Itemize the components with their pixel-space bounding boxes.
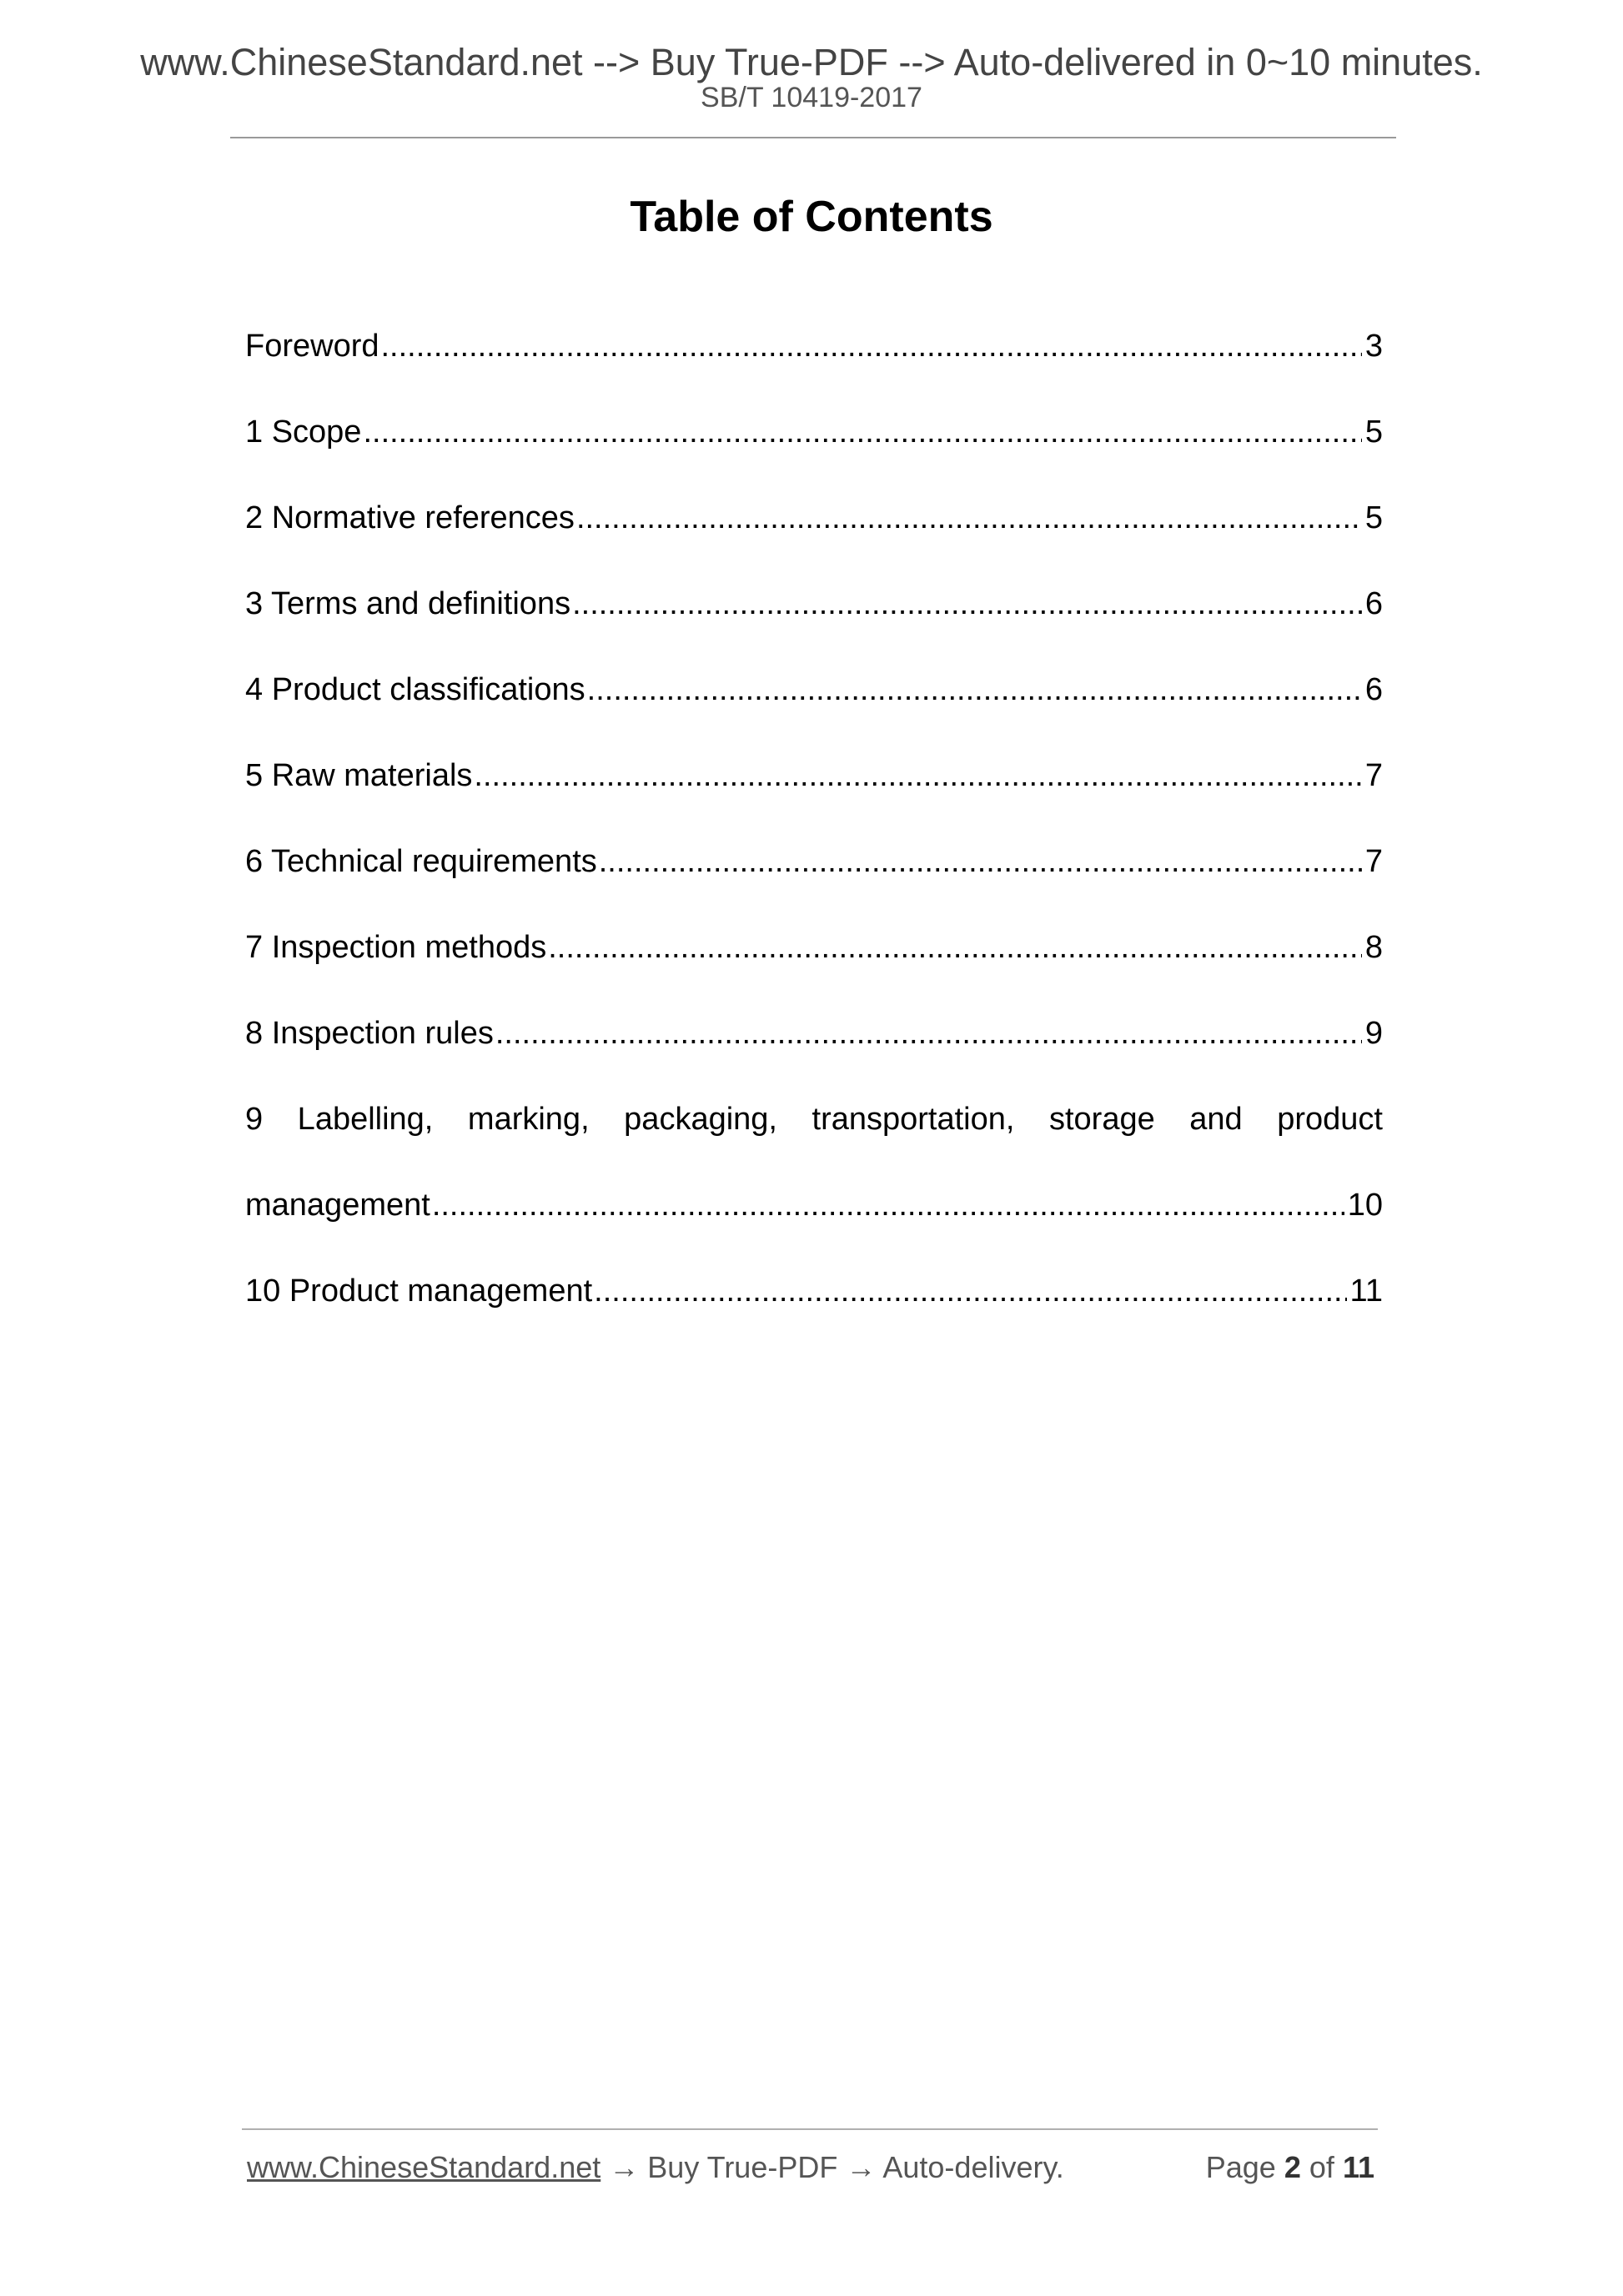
toc-entry-technical-requirements[interactable] (245, 837, 1383, 887)
dot-leader (432, 1180, 1344, 1230)
toc-entry-label: 1 Scope (245, 414, 362, 450)
toc-entry-inspection-rules[interactable] (245, 1008, 1383, 1058)
dot-leader (474, 751, 1361, 801)
dot-leader (599, 837, 1362, 887)
toc-entry-product-management[interactable] (245, 1266, 1383, 1316)
toc-entry-scope[interactable] (245, 407, 1383, 457)
dot-leader (587, 665, 1362, 715)
toc-entry-label: 2 Normative references (245, 500, 575, 535)
toc-entry-product-classifications[interactable] (245, 665, 1383, 715)
toc-entry-page-number: 10 (1347, 1188, 1383, 1223)
page-counter (1206, 2147, 1374, 2188)
dot-leader (576, 493, 1362, 543)
toc-entry-page-number: 6 (1364, 586, 1383, 621)
toc-entry-label: 6 Technical requirements (245, 844, 597, 879)
toc-entry-label: 5 Raw materials (245, 758, 473, 793)
toc-entry-page-number: 3 (1364, 329, 1383, 364)
page-footer (247, 2147, 1374, 2188)
current-page-number: 2 (1284, 2150, 1301, 2184)
page-word: Page (1205, 2150, 1276, 2184)
dot-leader (381, 321, 1362, 371)
toc-entry-foreword[interactable] (245, 321, 1383, 371)
arrow-right-icon: → (846, 2150, 877, 2184)
toc-entry-label: Foreword (245, 329, 379, 364)
toc-entry-page-number: 5 (1364, 414, 1383, 450)
total-page-count: 11 (1342, 2150, 1374, 2184)
toc-entry-label: 10 Product management (245, 1274, 593, 1309)
toc-entry-label: 7 Inspection methods (245, 930, 547, 965)
toc-entry-label: 8 Inspection rules (245, 1016, 494, 1051)
dot-leader (548, 922, 1362, 972)
dot-leader (495, 1008, 1362, 1058)
toc-entry-label: 4 Product classifications (245, 672, 585, 707)
top-banner: www.ChineseStandard.net --> Buy True-PDF --> Auto-delivered in 0~10 minutes. (140, 41, 1483, 83)
toc-entry-page-number: 6 (1364, 672, 1383, 707)
footer-site-link[interactable]: www.ChineseStandard.net (247, 2150, 601, 2184)
toc-entry-labelling-first-line[interactable]: 9 Labelling, marking, packaging, transportation, storage and product (245, 1102, 1383, 1137)
toc-entry-page-number: 9 (1364, 1016, 1383, 1051)
toc-entry-page-number: 11 (1349, 1274, 1383, 1309)
toc-entry-label: 3 Terms and definitions (245, 586, 571, 621)
dot-leader (363, 407, 1361, 457)
toc-entry-labelling-continuation[interactable] (245, 1180, 1383, 1230)
toc-entry-page-number: 5 (1364, 500, 1383, 535)
of-word: of (1309, 2150, 1334, 2184)
toc-entry-page-number: 7 (1364, 844, 1383, 879)
toc-entry-inspection-methods[interactable] (245, 922, 1383, 972)
document-id: SB/T 10419-2017 (701, 82, 922, 113)
toc-entry-page-number: 7 (1364, 758, 1383, 793)
footer-divider (242, 2128, 1378, 2130)
footer-delivery-text: Auto-delivery. (882, 2150, 1064, 2184)
page-title: Table of Contents (630, 193, 993, 241)
header-divider (230, 137, 1396, 138)
toc-entry-page-number: 8 (1364, 930, 1383, 965)
toc-entry-normative-references[interactable] (245, 493, 1383, 543)
toc-entry-label: management (245, 1188, 430, 1223)
toc-entry-terms-and-definitions[interactable] (245, 579, 1383, 629)
footer-promo (247, 2147, 1064, 2188)
dot-leader (572, 579, 1362, 629)
arrow-right-icon: → (609, 2150, 640, 2184)
dot-leader (594, 1266, 1346, 1316)
toc-entry-raw-materials[interactable] (245, 751, 1383, 801)
footer-buy-text: Buy True-PDF (647, 2150, 838, 2184)
